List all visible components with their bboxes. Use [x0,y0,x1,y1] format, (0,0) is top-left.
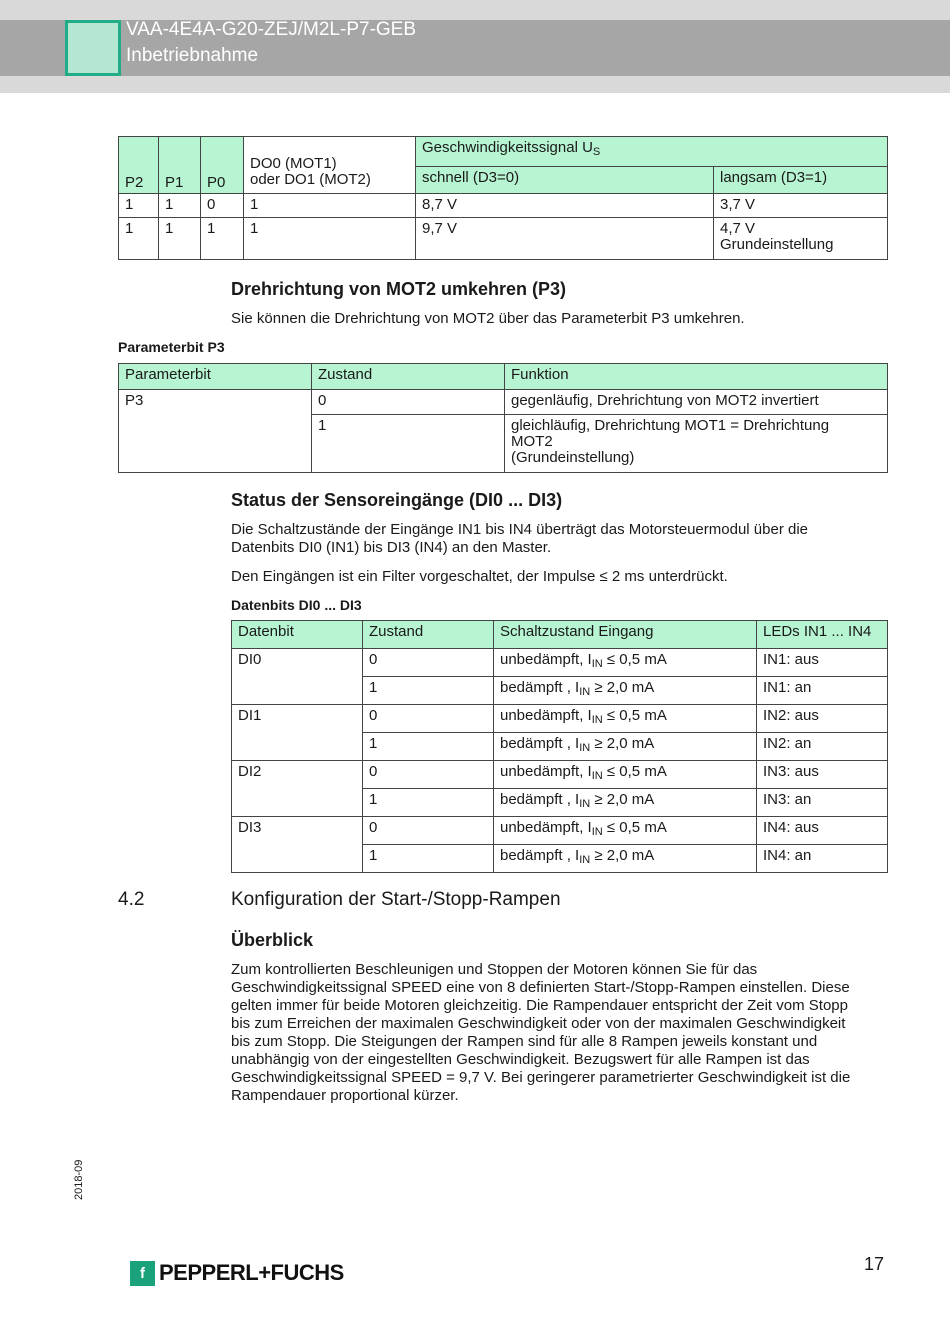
logo-text: PEPPERL+FUCHS [159,1260,344,1285]
cell-do: 1 [244,194,416,218]
switch-text: unbedämpft, I [500,707,592,724]
switch-sub: IN [579,854,591,866]
cell-func-line2: MOT2 [511,433,553,450]
cell-func-line3: (Grundeinstellung) [511,449,635,466]
header-switch: Schaltzustand Eingang [494,621,757,649]
status-para1-line1: Die Schaltzustände der Eingänge IN1 bis IN4 überträgt das Motorsteuermodul über die [231,521,808,538]
cell-led: IN2: aus [757,705,888,733]
cell-fast: 9,7 V [416,218,714,260]
cell-bit: DI0 [232,649,363,705]
datenbits-table [231,620,888,873]
cell-slow [714,218,888,260]
cell-state: 1 [363,733,494,761]
cell-led: IN4: aus [757,817,888,845]
switch-value: ≤ 0,5 mA [602,651,667,668]
header-signal-sub: S [592,146,601,158]
cell-led: IN3: an [757,789,888,817]
edition-date: 2018-09 [73,1159,85,1200]
switch-sub: IN [579,686,591,698]
table-row [119,218,888,260]
header-leds: LEDs IN1 ... IN4 [757,621,888,649]
cell-switch [494,649,757,677]
header-param: Parameterbit [119,364,312,390]
cell-slow-note: Grundeinstellung [720,236,834,253]
cell-state: 0 [363,649,494,677]
cell-switch [494,789,757,817]
status-para1 [231,521,808,557]
cell-state: 0 [312,390,505,415]
cell-led: IN3: aus [757,761,888,789]
cell-state: 0 [363,761,494,789]
header-do-line2: oder DO1 (MOT2) [250,171,371,188]
cell-slow: 3,7 V [714,194,888,218]
table-row [232,761,888,789]
cell-led: IN1: aus [757,649,888,677]
document-title: VAA-4E4A-G20-ZEJ/M2L-P7-GEB [126,19,417,40]
cell-led: IN1: an [757,677,888,705]
cell-state: 1 [363,845,494,873]
header-state: Zustand [363,621,494,649]
label-datenbits: Datenbits DI0 ... DI3 [231,597,362,613]
switch-sub: IN [591,658,603,670]
section-title: Konfiguration der Start-/Stopp-Rampen [231,889,561,910]
switch-value: ≤ 0,5 mA [602,819,667,836]
cell-state: 1 [363,789,494,817]
cell-state: 1 [363,677,494,705]
cell-switch [494,677,757,705]
switch-sub: IN [579,742,591,754]
header-p0: P0 [201,137,244,194]
status-para1-line2: Datenbits DI0 (IN1) bis DI3 (IN4) an den Master. [231,539,552,556]
cell-slow-value: 4,7 V [720,220,756,237]
heading-overview: Überblick [231,930,314,950]
overview-line: bis zum Erreichen der maximalen Geschwindigkeit oder von der maximalen Geschwindigkeit [231,1015,846,1032]
switch-text: unbedämpft, I [500,763,592,780]
cell-switch [494,845,757,873]
cell-func: gegenläufig, Drehrichtung von MOT2 invertiert [505,390,888,415]
header-bit: Datenbit [232,621,363,649]
section-number: 4.2 [118,889,145,910]
cell-p2: 1 [119,218,159,260]
table-row [119,194,888,218]
company-logo [130,1260,344,1286]
cell-p1: 1 [159,218,201,260]
cell-bit: DI1 [232,705,363,761]
switch-value: ≥ 2,0 mA [590,791,655,808]
overview-line: Geschwindigkeitssignal SPEED = 9,7 V. Bei geringerer parametrierter Geschwindigkeit ist die [231,1069,851,1086]
parameter-p3-table [118,363,888,473]
cell-p2: 1 [119,194,159,218]
switch-text: bedämpft , I [500,735,580,752]
cell-switch [494,705,757,733]
header-do [244,137,416,194]
header-func: Funktion [505,364,888,390]
switch-value: ≤ 0,5 mA [602,707,667,724]
cell-bit: DI3 [232,817,363,873]
header-signal [416,137,888,167]
switch-value: ≥ 2,0 mA [590,679,655,696]
status-para2: Den Eingängen ist ein Filter vorgeschaltet, der Impulse ≤ 2 ms unterdrückt. [231,568,728,585]
overview-paragraph [231,961,850,1105]
header-square-icon [65,20,121,76]
cell-func-line1: gleichläufig, Drehrichtung MOT1 = Drehrichtung [511,417,830,434]
cell-switch [494,817,757,845]
cell-switch [494,761,757,789]
logo-mark-icon: f [130,1261,155,1286]
switch-sub: IN [579,798,591,810]
cell-bit: DI2 [232,761,363,817]
cell-state: 0 [363,817,494,845]
cell-state: 0 [363,705,494,733]
speed-signal-table [118,136,888,260]
switch-sub: IN [591,714,603,726]
table-row [232,705,888,733]
cell-p0: 0 [201,194,244,218]
header-do-line1: DO0 (MOT1) [250,155,337,172]
cell-state: 1 [312,415,505,473]
overview-line: unabhängig von der eingestellten Geschwindigkeit. Bezugswert für alle Rampen ist das [231,1051,810,1068]
table-row [119,390,888,415]
table-row [232,649,888,677]
header-fast: schnell (D3=0) [416,167,714,194]
switch-text: unbedämpft, I [500,651,592,668]
cell-switch [494,733,757,761]
heading-status: Status der Sensoreingänge (DI0 ... DI3) [231,490,563,510]
chapter-title: Inbetriebnahme [126,45,259,66]
header-p1: P1 [159,137,201,194]
switch-text: bedämpft , I [500,847,580,864]
cell-param: P3 [119,390,312,473]
cell-led: IN2: an [757,733,888,761]
overview-line: Rampendauer proportional kürzer. [231,1087,459,1104]
heading-p3: Drehrichtung von MOT2 umkehren (P3) [231,279,567,299]
switch-value: ≥ 2,0 mA [590,847,655,864]
overview-line: bis zum Stopp. Die Steigungen der Rampen sind für alle 8 Rampen jeweils konstant und [231,1033,818,1050]
switch-text: bedämpft , I [500,791,580,808]
table-row [232,817,888,845]
page-number: 17 [864,1254,885,1274]
switch-value: ≤ 0,5 mA [602,763,667,780]
cell-do: 1 [244,218,416,260]
switch-sub: IN [591,770,603,782]
cell-func [505,415,888,473]
header-state: Zustand [312,364,505,390]
header-p2: P2 [119,137,159,194]
cell-led: IN4: an [757,845,888,873]
cell-fast: 8,7 V [416,194,714,218]
switch-sub: IN [591,826,603,838]
switch-text: unbedämpft, I [500,819,592,836]
cell-p1: 1 [159,194,201,218]
cell-p0: 1 [201,218,244,260]
switch-text: bedämpft , I [500,679,580,696]
label-parameterbit-p3: Parameterbit P3 [118,339,225,355]
header-signal-label: Geschwindigkeitssignal U [422,139,593,156]
header-slow: langsam (D3=1) [714,167,888,194]
overview-line: Geschwindigkeitssignal SPEED eine von 8 definierten Start-/Stopp-Rampen einstellen. Diese [231,979,850,996]
overview-line: Zum kontrollierten Beschleunigen und Stoppen der Motoren können Sie für das [231,961,758,978]
overview-line: gelten immer für beide Motoren gleichzeitig. Die Rampendauer entspricht der Zeit vom Stopp [231,997,848,1014]
text-p3: Sie können die Drehrichtung von MOT2 über das Parameterbit P3 umkehren. [231,310,745,327]
switch-value: ≥ 2,0 mA [590,735,655,752]
